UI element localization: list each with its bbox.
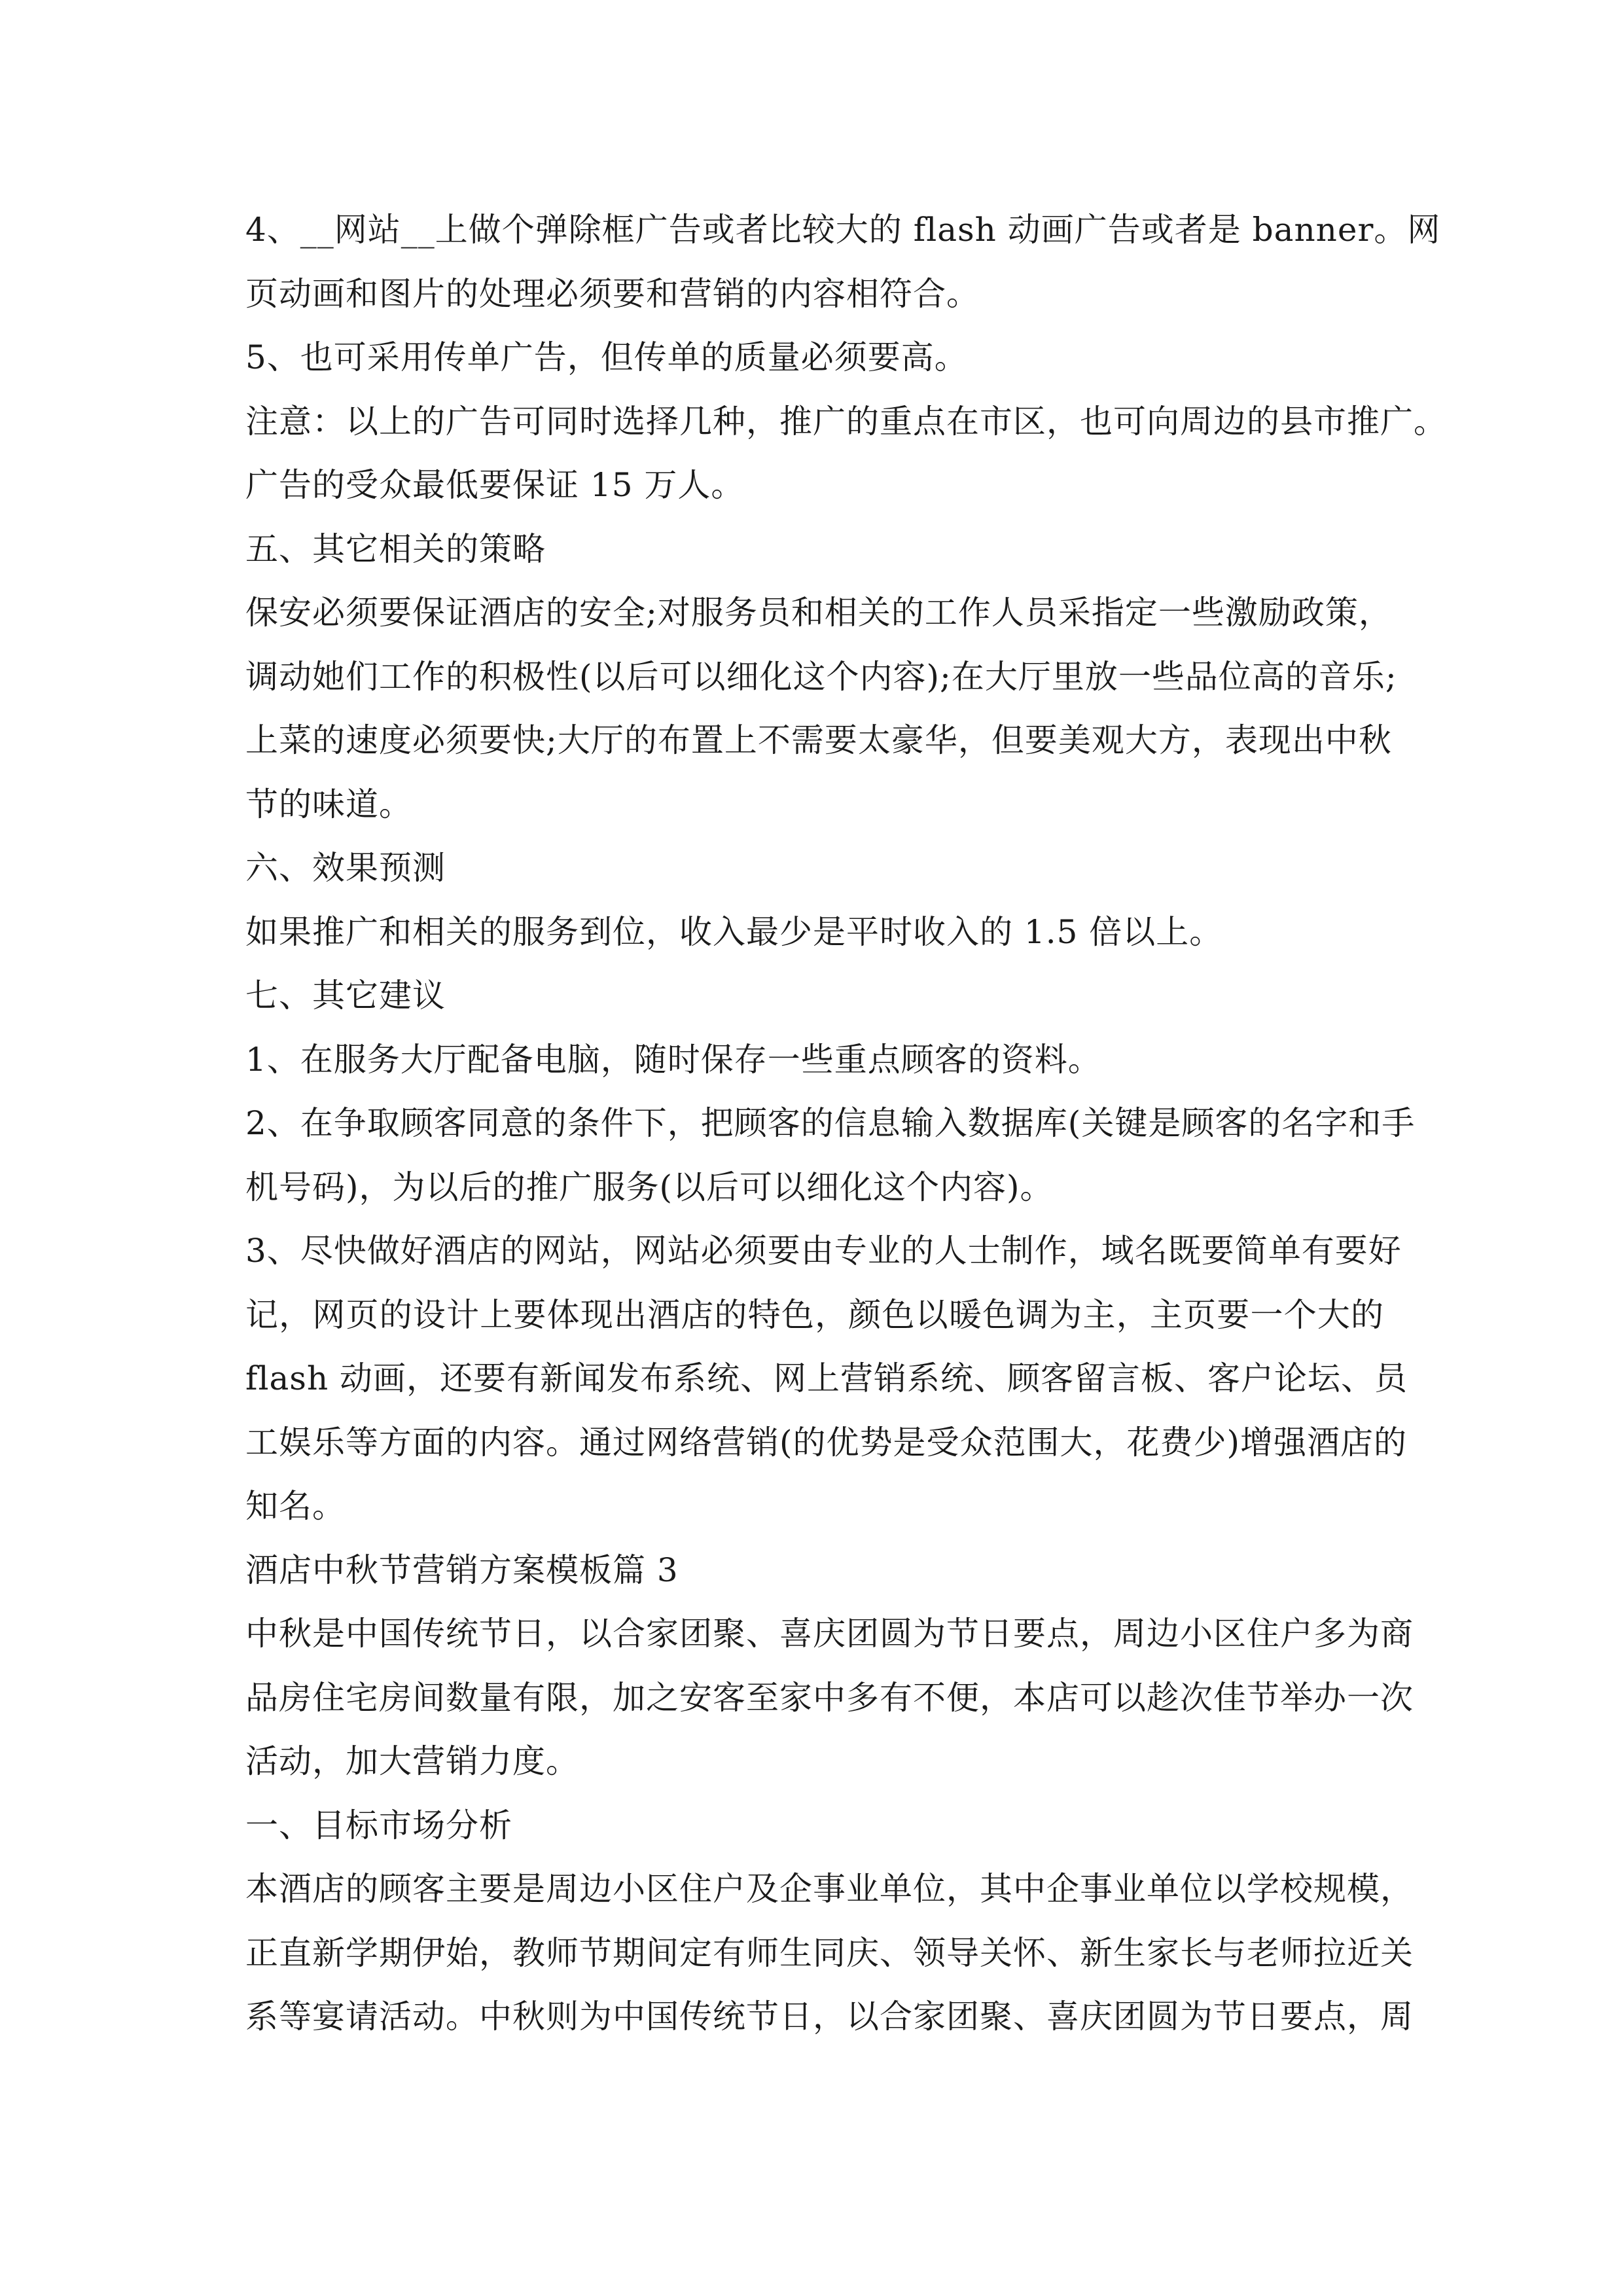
paragraph-line: 上菜的速度必须要快;大厅的布置上不需要太豪华，但要美观大方，表现出中秋 [245, 721, 1392, 759]
paragraph-line: 正直新学期伊始，教师节期间定有师生同庆、领导关怀、新生家长与老师拉近关 [245, 1933, 1414, 1972]
paragraph-line: 注意：以上的广告可同时选择几种，推广的重点在市区，也可向周边的县市推广。 [245, 402, 1447, 440]
paragraph-line: 活动，加大营销力度。 [245, 1742, 579, 1780]
paragraph-line: 工娱乐等方面的内容。通过网络营销(的优势是受众范围大，花费少)增强酒店的 [245, 1423, 1408, 1462]
paragraph-line: 1、在服务大厅配备电脑，随时保存一些重点顾客的资料。 [245, 1040, 1101, 1079]
paragraph-line: 广告的受众最低要保证 15 万人。 [245, 466, 745, 504]
section-heading: 七、其它建议 [245, 977, 446, 1014]
paragraph-line: 4、__网站__上做个弹除框广告或者比较大的 flash 动画广告或者是 banner。网 [245, 211, 1441, 249]
paragraph-line: 保安必须要保证酒店的安全;对服务员和相关的工作人员采指定一些激励政策， [245, 594, 1392, 632]
document-body [245, 198, 1447, 2049]
paragraph-line: 3、尽快做好酒店的网站，网站必须要由专业的人士制作，域名既要简单有要好 [245, 1232, 1402, 1270]
paragraph-line: 机号码)，为以后的推广服务(以后可以细化这个内容)。 [245, 1168, 1054, 1206]
section-heading: 五、其它相关的策略 [245, 529, 546, 568]
paragraph-line: 知名。 [245, 1487, 346, 1525]
paragraph-line: 中秋是中国传统节日，以合家团聚、喜庆团圆为节日要点，周边小区住户多为商 [245, 1615, 1414, 1653]
paragraph-line: 页动画和图片的处理必须要和营销的内容相符合。 [245, 274, 980, 313]
paragraph-line: 记，网页的设计上要体现出酒店的特色，颜色以暖色调为主，主页要一个大的 [245, 1295, 1384, 1334]
paragraph-line: 调动她们工作的积极性(以后可以细化这个内容);在大厅里放一些品位高的音乐; [245, 657, 1397, 696]
paragraph-line: 5、也可采用传单广告，但传单的质量必须要高。 [245, 338, 968, 376]
paragraph-line: 2、在争取顾客同意的条件下，把顾客的信息输入数据库(关键是顾客的名字和手 [245, 1104, 1416, 1142]
paragraph-line: 品房住宅房间数量有限，加之安客至家中多有不便，本店可以趁次佳节举办一次 [245, 1678, 1414, 1717]
section-heading: 六、效果预测 [245, 849, 446, 887]
paragraph-line: 本酒店的顾客主要是周边小区住户及企事业单位，其中企事业单位以学校规模， [245, 1870, 1414, 1908]
paragraph-line: 系等宴请活动。中秋则为中国传统节日，以合家团聚、喜庆团圆为节日要点，周 [245, 1998, 1414, 2036]
paragraph-line: 节的味道。 [245, 785, 412, 823]
paragraph-line: 如果推广和相关的服务到位，收入最少是平时收入的 1.5 倍以上。 [245, 912, 1223, 951]
section-heading: 一、目标市场分析 [245, 1806, 512, 1844]
section-title: 酒店中秋节营销方案模板篇 3 [245, 1551, 679, 1589]
paragraph-line: flash 动画，还要有新闻发布系统、网上营销系统、顾客留言板、客户论坛、员 [245, 1359, 1408, 1397]
